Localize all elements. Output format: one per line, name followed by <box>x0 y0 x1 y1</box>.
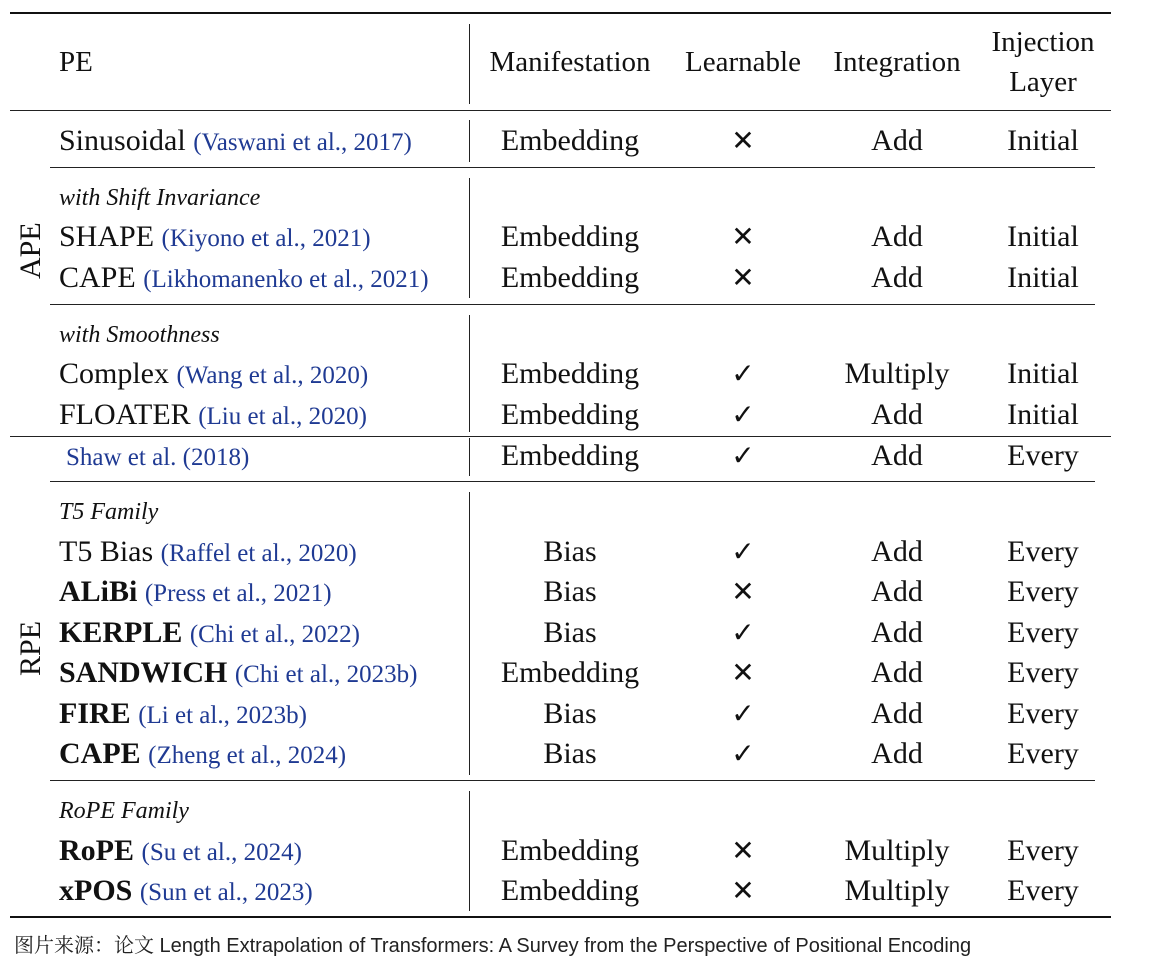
citation-link[interactable]: (Vaswani et al., 2017) <box>193 129 412 156</box>
manifestation-cell: Embedding <box>500 261 640 294</box>
col-separator-shaw <box>469 438 470 476</box>
col-separator-shift <box>469 178 470 298</box>
rule-after-t5-group <box>50 780 1095 781</box>
col-separator-sinusoidal <box>469 120 470 162</box>
section-label-ape: APE <box>14 222 47 279</box>
check-icon: ✓ <box>731 535 755 568</box>
pe-method-name: FLOATER <box>59 398 191 431</box>
cross-icon: ✕ <box>731 124 755 157</box>
rule-after-shift-group <box>50 304 1095 305</box>
pe-method-name: CAPE <box>59 737 141 770</box>
check-icon: ✓ <box>731 398 755 431</box>
manifestation-cell: Embedding <box>500 398 640 431</box>
manifestation-cell: Embedding <box>500 874 640 907</box>
section-label-rpe: RPE <box>14 620 47 676</box>
citation-link[interactable]: (Likhomanenko et al., 2021) <box>143 266 429 293</box>
manifestation-cell: Bias <box>543 535 597 568</box>
citation-link[interactable]: (Chi et al., 2023b) <box>234 661 418 688</box>
integration-cell: Add <box>871 575 923 608</box>
group-label-smoothness: with Smoothness <box>59 322 220 348</box>
pe-name-cell <box>59 699 307 729</box>
pe-name-cell <box>59 618 360 648</box>
manifestation-cell: Embedding <box>500 834 640 867</box>
header-injection-line2: Layer <box>1009 66 1077 98</box>
pe-method-name: Complex <box>59 357 169 390</box>
group-label-rope-family: RoPE Family <box>59 798 189 824</box>
manifestation-cell: Embedding <box>500 124 640 157</box>
header-pe: PE <box>59 46 93 78</box>
manifestation-cell: Bias <box>543 575 597 608</box>
injection-layer-cell: Initial <box>1007 261 1079 294</box>
citation-link[interactable]: (Kiyono et al., 2021) <box>161 225 371 252</box>
citation-link[interactable]: (Su et al., 2024) <box>141 839 302 866</box>
pe-name-cell <box>59 836 302 866</box>
integration-cell: Add <box>871 124 923 157</box>
pe-method-name: ALiBi <box>59 575 138 608</box>
integration-cell: Add <box>871 616 923 649</box>
check-icon: ✓ <box>731 439 755 472</box>
integration-cell: Add <box>871 220 923 253</box>
group-label-t5-family: T5 Family <box>59 499 159 525</box>
injection-layer-cell: Initial <box>1007 398 1079 431</box>
header-learnable: Learnable <box>685 46 801 78</box>
injection-layer-cell: Initial <box>1007 220 1079 253</box>
pe-method-name: xPOS <box>59 874 133 907</box>
pe-name-cell <box>59 400 367 430</box>
pe-method-name: SHAPE <box>59 220 155 253</box>
manifestation-cell: Bias <box>543 697 597 730</box>
manifestation-cell: Embedding <box>500 439 640 472</box>
injection-layer-cell: Every <box>1007 697 1079 730</box>
pe-name-cell <box>59 537 357 567</box>
manifestation-cell: Embedding <box>500 656 640 689</box>
citation-link[interactable]: (Raffel et al., 2020) <box>160 540 357 567</box>
pe-name-cell <box>59 876 313 906</box>
cross-icon: ✕ <box>731 575 755 608</box>
manifestation-cell: Bias <box>543 737 597 770</box>
citation-link[interactable]: Shaw et al. (2018) <box>66 444 250 471</box>
image-caption: 图片来源：论文 Length Extrapolation of Transformers: A Survey from the Perspective of Positional Encoding <box>14 935 972 957</box>
group-label-shift-invariance: with Shift Invariance <box>59 185 261 211</box>
check-icon: ✓ <box>731 697 755 730</box>
integration-cell: Add <box>871 656 923 689</box>
rule-after-shaw <box>50 481 1095 482</box>
cross-icon: ✕ <box>731 656 755 689</box>
integration-cell: Multiply <box>844 357 950 390</box>
manifestation-cell: Embedding <box>500 220 640 253</box>
pe-name-cell <box>59 658 417 688</box>
citation-link[interactable]: (Liu et al., 2020) <box>198 403 367 430</box>
integration-cell: Add <box>871 261 923 294</box>
injection-layer-cell: Every <box>1007 575 1079 608</box>
citation-link[interactable]: (Zheng et al., 2024) <box>148 742 347 769</box>
injection-layer-cell: Every <box>1007 535 1079 568</box>
header-integration: Integration <box>833 46 961 78</box>
col-separator-smooth <box>469 315 470 432</box>
pe-method-name: FIRE <box>59 697 131 730</box>
citation-link[interactable]: (Press et al., 2021) <box>144 580 332 607</box>
pe-method-name: Sinusoidal <box>59 124 186 157</box>
injection-layer-cell: Every <box>1007 737 1079 770</box>
injection-layer-cell: Initial <box>1007 124 1079 157</box>
integration-cell: Add <box>871 697 923 730</box>
injection-layer-cell: Every <box>1007 656 1079 689</box>
injection-layer-cell: Every <box>1007 874 1079 907</box>
integration-cell: Multiply <box>844 834 950 867</box>
top-rule <box>10 12 1111 14</box>
pe-name-cell <box>66 441 249 471</box>
cross-icon: ✕ <box>731 874 755 907</box>
integration-cell: Add <box>871 398 923 431</box>
citation-link[interactable]: (Sun et al., 2023) <box>139 879 313 906</box>
pe-name-cell <box>59 222 371 252</box>
rule-ape-rpe <box>10 436 1111 437</box>
citation-link[interactable]: (Chi et al., 2022) <box>189 621 360 648</box>
citation-link[interactable]: (Wang et al., 2020) <box>176 362 369 389</box>
injection-layer-cell: Every <box>1007 439 1079 472</box>
pe-name-cell <box>59 577 332 607</box>
pe-method-name: KERPLE <box>59 616 183 649</box>
header-rule <box>10 110 1111 111</box>
check-icon: ✓ <box>731 737 755 770</box>
bottom-rule <box>10 916 1111 918</box>
header-injection-line1: Injection <box>991 26 1095 58</box>
manifestation-cell: Embedding <box>500 357 640 390</box>
integration-cell: Add <box>871 439 923 472</box>
citation-link[interactable]: (Li et al., 2023b) <box>138 702 307 729</box>
col-separator-header <box>469 24 470 104</box>
injection-layer-cell: Every <box>1007 616 1079 649</box>
integration-cell: Add <box>871 535 923 568</box>
pe-method-name: CAPE <box>59 261 136 294</box>
pe-name-cell <box>59 359 368 389</box>
pe-method-name: RoPE <box>59 834 134 867</box>
col-separator-rope <box>469 791 470 911</box>
integration-cell: Add <box>871 737 923 770</box>
col-separator-t5 <box>469 492 470 775</box>
cross-icon: ✕ <box>731 261 755 294</box>
pe-method-name: SANDWICH <box>59 656 228 689</box>
pe-method-name: T5 Bias <box>59 535 154 568</box>
manifestation-cell: Bias <box>543 616 597 649</box>
rule-after-sinusoidal <box>50 167 1095 168</box>
pe-name-cell <box>59 126 412 156</box>
pe-name-cell <box>59 739 346 769</box>
pe-name-cell <box>59 263 429 293</box>
cross-icon: ✕ <box>731 834 755 867</box>
check-icon: ✓ <box>731 616 755 649</box>
injection-layer-cell: Every <box>1007 834 1079 867</box>
injection-layer-cell: Initial <box>1007 357 1079 390</box>
cross-icon: ✕ <box>731 220 755 253</box>
header-manifestation: Manifestation <box>489 46 651 78</box>
check-icon: ✓ <box>731 357 755 390</box>
integration-cell: Multiply <box>844 874 950 907</box>
